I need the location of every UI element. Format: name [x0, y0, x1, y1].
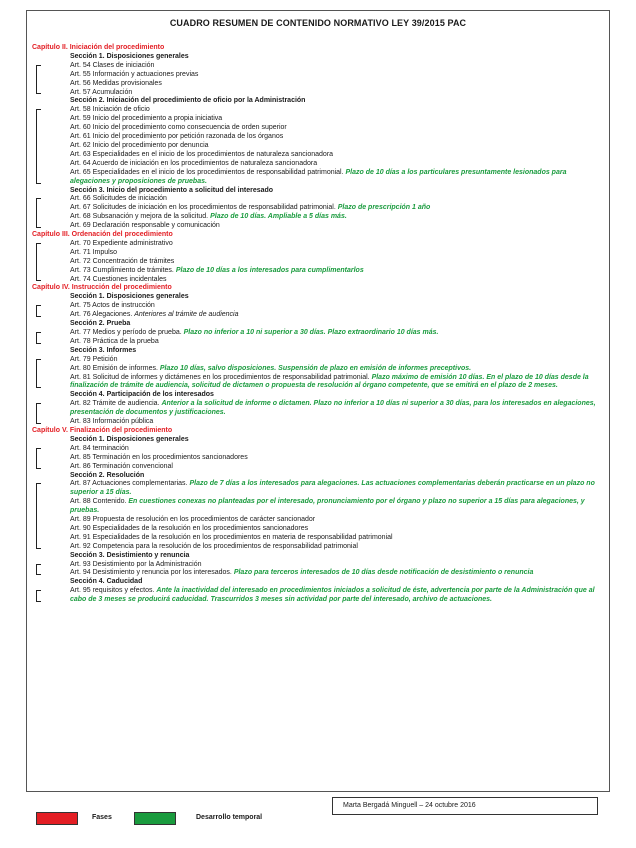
article-text: Art. 63 Especialidades en el inicio de los procedimientos de naturaleza sancionadora: [70, 150, 334, 158]
article-item: [32, 89, 600, 98]
article-item: [32, 356, 600, 365]
article-text: Art. 94 Desistimiento y renuncia por los interesados.: [70, 569, 232, 577]
article-item: [32, 365, 600, 374]
article-group: [32, 106, 600, 186]
article-group: [32, 480, 600, 551]
section-title: Sección 1. Disposiciones generales: [70, 435, 189, 443]
article-group: [32, 195, 600, 231]
article-item: [32, 525, 600, 534]
article-text: Art. 95 requisitos y efectos.: [70, 587, 155, 595]
article-group: [32, 587, 600, 605]
article-item: [32, 374, 600, 392]
article-item: [32, 302, 600, 311]
article-text: Art. 58 Iniciación de oficio: [70, 106, 150, 114]
article-text: Art. 55 Información y actuaciones previas: [70, 70, 199, 78]
article-text: Art. 77 Medios y período de prueba.: [70, 329, 182, 336]
article-group: [32, 356, 600, 392]
article-text: Art. 88 Contenido.: [70, 498, 127, 506]
article-item: [32, 133, 600, 142]
article-text: Art. 89 Propuesta de resolución en los procedimientos de carácter sancionador: [70, 516, 316, 524]
article-note: Plazo de 10 días a los particulares presuntamente lesionados para alegaciones y proposiciones de pruebas.: [70, 168, 567, 185]
section-title: Sección 2. Prueba: [70, 320, 131, 328]
article-item: [32, 124, 600, 133]
content: [32, 44, 600, 605]
article-text: Art. 91 Especialidades de la resolución en los procedimientos en materia de responsabilidad patrimonial: [70, 533, 393, 541]
article-group: [32, 240, 600, 285]
article-text: Art. 62 Inicio del procedimiento por denuncia: [70, 141, 209, 149]
article-item: [32, 240, 600, 249]
article-item: [32, 222, 600, 231]
chapter-title: Capítulo V. Finalización del procedimiento: [32, 426, 173, 434]
article-text: Art. 92 Competencia para la resolución de los procedimientos de responsabilidad patrimonial: [70, 542, 358, 550]
article-text: Art. 66 Solicitudes de iniciación: [70, 195, 167, 203]
article-item: [32, 106, 600, 115]
article-item: [32, 169, 600, 187]
desarrollo-swatch: [134, 812, 176, 825]
article-group: [32, 561, 600, 579]
article-item: [32, 142, 600, 151]
article-item: [32, 516, 600, 525]
article-text: Art. 59 Inicio del procedimiento a propia iniciativa: [70, 115, 223, 123]
article-item: [32, 160, 600, 169]
article-text: Art. 56 Medidas provisionales: [70, 79, 162, 87]
article-text: Art. 64 Acuerdo de iniciación en los procedimientos de naturaleza sancionadora: [70, 159, 318, 167]
article-text: Art. 83 Información pública: [70, 418, 154, 426]
article-item: [32, 534, 600, 543]
article-item: [32, 543, 600, 552]
article-note: En cuestiones conexas no planteadas por el interesado, pronunciamiento por el órgano y plazo no superior a 15 días para alegaciones, y pruebas.: [70, 498, 585, 515]
article-item: [32, 454, 600, 463]
article-text: Art. 70 Expediente administrativo: [70, 239, 173, 247]
article-item: [32, 62, 600, 71]
article-item: [32, 311, 600, 320]
article-text: Art. 86 Terminación convencional: [70, 462, 173, 470]
article-note: Plazo de 10 días. Ampliable a 5 días más.: [210, 213, 347, 221]
article-item: [32, 249, 600, 258]
article-text: Art. 87 Actuaciones complementarias.: [70, 480, 188, 488]
fases-swatch: [36, 812, 78, 825]
article-item: [32, 329, 600, 338]
article-note: Plazo máximo de emisión 10 días. En el plazo de 10 días desde la finalización de trámite de audiencia, solicitud de dictamen o propuesta de resolución al órgano competente, que se emitirá en el plazo de 2 meses.: [70, 373, 589, 390]
article-item: [32, 338, 600, 347]
section-title: Sección 2. Iniciación del procedimiento de oficio por la Administración: [70, 97, 306, 105]
article-item: [32, 195, 600, 204]
chapter-title: Capítulo IV. Instrucción del procedimiento: [32, 284, 172, 292]
section-title: Sección 4. Caducidad: [70, 578, 143, 586]
section-title: Sección 2. Resolución: [70, 471, 145, 479]
article-group: [32, 400, 600, 427]
article-text: Art. 68 Subsanación y mejora de la solicitud.: [70, 213, 209, 221]
article-item: [32, 71, 600, 80]
section-title: Sección 3. Informes: [70, 346, 137, 354]
article-text: Art. 73 Cumplimiento de trámites.: [70, 266, 174, 274]
article-group: [32, 329, 600, 347]
chapter-title: Capítulo III. Ordenación del procedimiento: [32, 231, 173, 239]
article-item: [32, 400, 600, 418]
article-text: Art. 84 terminación: [70, 444, 129, 452]
article-group: [32, 445, 600, 472]
article-item: [32, 587, 600, 605]
article-item: [32, 463, 600, 472]
article-item: [32, 204, 600, 213]
article-text: Art. 93 Desistimiento por la Administración: [70, 560, 202, 568]
article-item: [32, 498, 600, 516]
article-note: Plazo para terceros interesados de 10 días desde notificación de desistimiento o renuncia: [233, 569, 534, 577]
article-note: Plazo de 10 días a los interesados para cumplimentarlos: [175, 266, 364, 274]
article-item: [32, 80, 600, 89]
article-text: Art. 71 Impulso: [70, 248, 118, 256]
article-text: Art. 57 Acumulación: [70, 88, 133, 96]
article-text: Art. 67 Solicitudes de iniciación en los procedimientos de responsabilidad patrimonial.: [70, 204, 336, 212]
article-text: Art. 76 Alegaciones.: [70, 311, 133, 319]
fases-label: Fases: [92, 814, 112, 821]
article-text: Art. 81 Solicitud de informes y dictámenes en los procedimientos de responsabilidad patrimonial.: [70, 373, 370, 381]
article-text: Art. 61 Inicio del procedimiento por petición razonada de los órganos: [70, 133, 284, 141]
article-text: Art. 72 Concentración de trámites: [70, 257, 175, 265]
article-item: [32, 115, 600, 124]
article-text: Art. 80 Emisión de informes.: [70, 364, 158, 372]
legend: [36, 812, 336, 826]
article-text: Art. 75 Actos de instrucción: [70, 302, 155, 310]
article-text: Art. 74 Cuestiones incidentales: [70, 275, 167, 283]
section-title: Sección 1. Disposiciones generales: [70, 293, 189, 301]
article-item: [32, 258, 600, 267]
article-text: Art. 82 Trámite de audiencia.: [70, 400, 160, 408]
article-note: Ante la inactividad del interesado en procedimientos iniciados a solicitud de éste, advertencia por parte de la Administración que al cabo de 3 meses se producirá caducidad. Trascurridos 3 meses sin actividad por parte del interesado, archivo de actuaciones.: [70, 587, 595, 604]
article-text: Art. 54 Clases de iniciación: [70, 61, 155, 69]
article-item: [32, 418, 600, 427]
section-title: Sección 1. Disposiciones generales: [70, 52, 189, 60]
section-title: Sección 3. Desistimiento y renuncia: [70, 551, 190, 559]
article-item: [32, 445, 600, 454]
article-item: [32, 569, 600, 578]
article-note: Plazo 10 días, salvo disposiciones. Suspensión de plazo en emisión de informes preceptivos.: [159, 364, 472, 372]
article-item: [32, 151, 600, 160]
article-text: Art. 85 Terminación en los procedimientos sancionadores: [70, 453, 248, 461]
article-note: Plazo no inferior a 10 ni superior a 30 días. Plazo extraordinario 10 días más.: [183, 329, 439, 336]
article-note: Anterior a la solicitud de informe o dictamen. Plazo no inferior a 10 días ni superior a 30 días, para los interesados en alegaciones, presentación de documentos y justificaciones.: [70, 400, 596, 417]
article-item: [32, 276, 600, 285]
article-group: [32, 302, 600, 320]
section-title: Sección 4. Participación de los interesados: [70, 391, 214, 399]
article-text: Art. 60 Inicio del procedimiento como consecuencia de orden superior: [70, 124, 287, 132]
article-note: Anteriores al trámite de audiencia: [134, 311, 239, 319]
article-group: [32, 62, 600, 98]
section-title: Sección 3. Inicio del procedimiento a solicitud del interesado: [70, 186, 274, 194]
desarrollo-label: Desarrollo temporal: [196, 814, 263, 821]
article-item: [32, 267, 600, 276]
article-item: [32, 561, 600, 570]
article-note: Plazo de prescripción 1 año: [337, 204, 431, 212]
article-text: Art. 90 Especialidades de la resolución en los procedimientos sancionadores: [70, 524, 309, 532]
article-text: Art. 69 Declaración responsable y comunicación: [70, 222, 220, 230]
article-text: Art. 78 Práctica de la prueba: [70, 337, 159, 345]
article-item: [32, 480, 600, 498]
article-note: Plazo de 7 días a los interesados para alegaciones. Las actuaciones complementarias deberán practicarse en un plazo no superior a 15 días.: [70, 480, 595, 497]
article-text: Art. 65 Especialidades en el inicio de los procedimientos de responsabilidad patrimonial.: [70, 168, 344, 176]
article-item: [32, 213, 600, 222]
article-text: Art. 79 Petición: [70, 355, 118, 363]
author-box: Marta Bergadá Minguell – 24 octubre 2016: [332, 797, 598, 815]
chapter-title: Capítulo II. Iniciación del procedimiento: [32, 44, 165, 51]
page-title: CUADRO RESUMEN DE CONTENIDO NORMATIVO LEY 39/2015 PAC: [169, 18, 467, 28]
